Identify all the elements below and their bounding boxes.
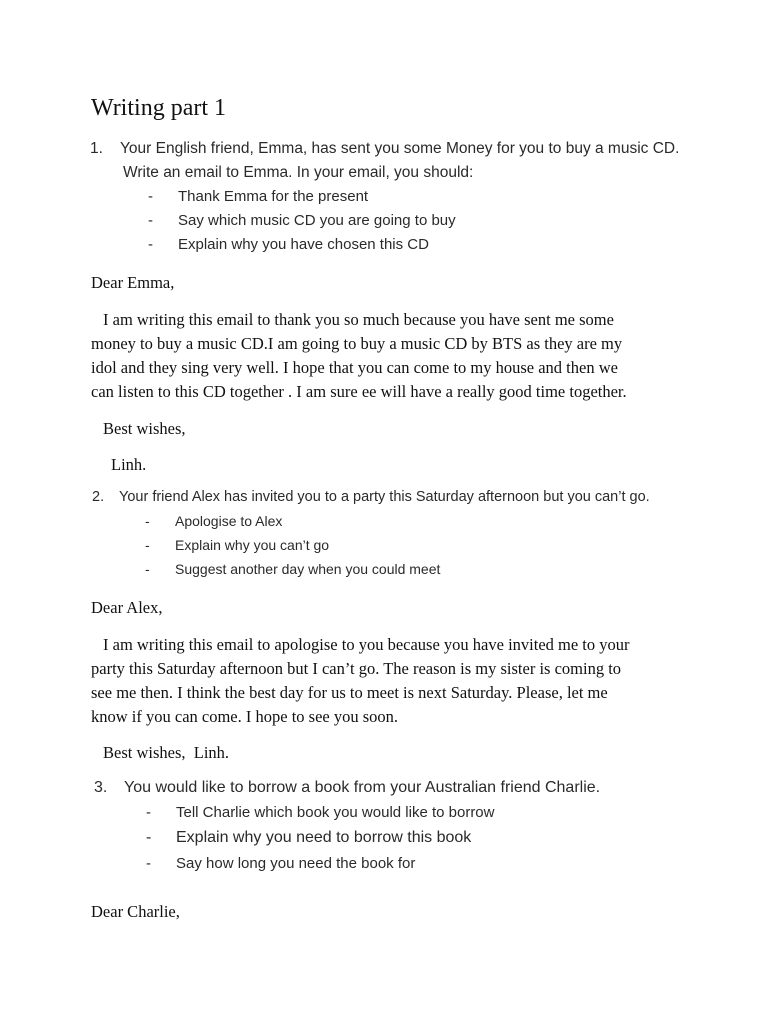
bullet-item: - Explain why you need to borrow this book [146, 829, 472, 846]
task-prompt: You would like to borrow a book from your Australian friend Charlie. [124, 779, 601, 796]
letter-closing: Best wishes, Linh. [103, 743, 230, 762]
bullet-item: - Tell Charlie which book you would like to borrow [146, 804, 495, 821]
letter-signature: Linh. [111, 455, 147, 474]
letter-salutation: Dear Alex, [91, 598, 163, 617]
letter-line: I am writing this email to apologise to you because you have invited me to your [103, 635, 630, 654]
task-2 [92, 485, 650, 581]
bullet-item: - Suggest another day when you could meet [145, 561, 441, 577]
task-prompt-continued: Write an email to Emma. In your email, you should: [123, 164, 474, 181]
task-number: 3. [94, 779, 108, 796]
bullet-item: - Say how long you need the book for [146, 855, 416, 872]
task-1 [90, 137, 679, 257]
bullet-item: - Say which music CD you are going to buy [148, 212, 456, 229]
bullet-item: - Explain why you can’t go [145, 537, 330, 553]
letter-salutation: Dear Emma, [91, 273, 175, 292]
task-number: 1. [90, 140, 103, 157]
task-prompt: Your English friend, Emma, has sent you some Money for you to buy a music CD. [120, 140, 680, 157]
letter-body [91, 308, 671, 404]
letter-salutation: Dear Charlie, [91, 902, 180, 921]
letter-body [91, 633, 671, 729]
letter-line: see me then. I think the best day for us to meet is next Saturday. Please, let me [91, 683, 608, 702]
letter-line: money to buy a music CD.I am going to buy a music CD by BTS as they are my [91, 334, 623, 353]
task-bullets [94, 800, 600, 877]
task-bullets [92, 509, 650, 581]
letter-line: idol and they sing very well. I hope that you can come to my house and then we [91, 358, 618, 377]
bullet-item: - Thank Emma for the present [148, 188, 369, 205]
page-title: Writing part 1 [91, 95, 226, 121]
bullet-item: - Explain why you have chosen this CD [148, 236, 429, 253]
bullet-item: - Apologise to Alex [145, 513, 283, 529]
task-number: 2. [92, 489, 105, 505]
letter-line: know if you can come. I hope to see you soon. [91, 707, 399, 726]
task-3 [94, 776, 600, 877]
letter-closing: Best wishes, [103, 419, 186, 438]
letter-line: can listen to this CD together . I am sure ee will have a really good time together. [91, 382, 627, 401]
letter-line: I am writing this email to thank you so much because you have sent me some [103, 310, 614, 329]
task-bullets [90, 185, 679, 257]
task-prompt: Your friend Alex has invited you to a party this Saturday afternoon but you can’t go. [119, 489, 650, 505]
letter-line: party this Saturday afternoon but I can’t go. The reason is my sister is coming to [91, 659, 622, 678]
